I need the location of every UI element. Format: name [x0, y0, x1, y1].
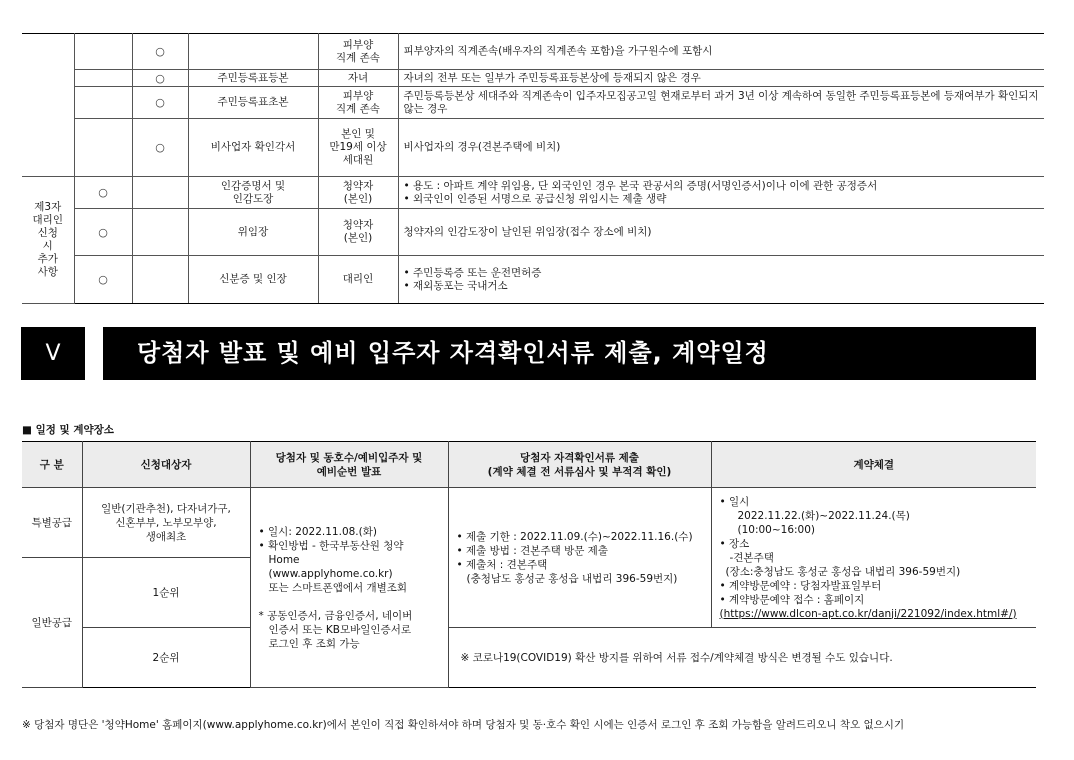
submit-address: (충청남도 홍성군 홍성읍 내법리 396-59번지) — [466, 572, 678, 585]
doc-target: 피부양 직계 존속 — [318, 34, 398, 70]
announce-cell — [250, 488, 448, 688]
note-bullet: • 용도 : 아파트 계약 위임용, 단 외국인인 경우 본국 관공서의 증명(서명인증서)이나 이에 관한 공정증서 — [403, 179, 878, 192]
table-row — [22, 34, 1044, 70]
table-row — [22, 70, 1044, 87]
header-target: 신청대상자 — [82, 442, 250, 488]
note-bullet: • 재외동포는 국내거소 — [403, 279, 508, 292]
table-header-row — [22, 442, 1036, 488]
contract-reserve: • 계약방문예약 : 당첨자발표일부터 — [719, 579, 882, 592]
doc-note: 비사업자의 경우(견본주택에 비치) — [398, 119, 1044, 177]
submit-method: • 제출 방법 : 견본주택 방문 제출 — [456, 544, 608, 557]
announce-method: • 확인방법 - 한국부동산원 청약 — [258, 539, 404, 552]
submit-place: • 제출처 : 견본주택 — [456, 558, 548, 571]
required-mark: ○ — [74, 256, 132, 304]
table-row — [22, 488, 1036, 558]
contract-cell — [711, 488, 1036, 628]
doc-name: 인감증명서 및 인감도장 — [188, 177, 318, 209]
document-requirements-table — [22, 33, 1044, 304]
doc-target: 피부양 직계 존속 — [318, 87, 398, 119]
table-row — [22, 87, 1044, 119]
required-mark: ○ — [74, 209, 132, 256]
announce-date: • 일시: 2022.11.08.(화) — [258, 525, 377, 538]
announce-note: * 공동인증서, 금융인증서, 네이버 — [258, 609, 413, 622]
contract-url-link[interactable]: (https://www.dlcon-apt.co.kr/danji/221092/index.html#/) — [719, 607, 1017, 620]
required-mark: ○ — [132, 34, 188, 70]
special-targets: 일반(기관추천), 다자녀가구, 신혼부부, 노부모부양, 생애최초 — [82, 488, 250, 558]
doc-name: 신분증 및 인장 — [188, 256, 318, 304]
doc-note: 청약자의 인감도장이 날인된 위임장(접수 장소에 비치) — [398, 209, 1044, 256]
announce-url: (www.applyhome.co.kr) — [268, 567, 393, 580]
doc-note: 피부양자의 직계존속(배우자의 직계존속 포함)을 가구원수에 포함시 — [398, 34, 1044, 70]
required-mark: ○ — [132, 70, 188, 87]
doc-note — [398, 256, 1044, 304]
sub-heading: ■ 일정 및 계약장소 — [22, 424, 114, 436]
contract-place: -견본주택 — [729, 551, 774, 564]
submit-cell — [448, 488, 711, 628]
doc-name: 비사업자 확인각서 — [188, 119, 318, 177]
doc-target: 청약자 (본인) — [318, 209, 398, 256]
contract-place-label: • 장소 — [719, 537, 750, 550]
submit-period: • 제출 기한 : 2022.11.09.(수)~2022.11.16.(수) — [456, 530, 693, 543]
header-submit: 당첨자 자격확인서류 제출 (계약 체결 전 서류심사 및 부적격 확인) — [448, 442, 711, 488]
announce-note-2: 인증서 또는 KB모바일인증서로 — [268, 623, 411, 636]
contract-date-label: • 일시 — [719, 495, 750, 508]
rank-2: 2순위 — [82, 628, 250, 688]
contract-address: (장소:충청남도 홍성군 홍성읍 내법리 396-59번지) — [725, 565, 961, 578]
section-number: V — [21, 327, 85, 380]
contract-reserve-via: • 계약방문예약 접수 : 홈페이지 — [719, 593, 865, 606]
announce-method-2: Home — [268, 553, 300, 566]
doc-target: 자녀 — [318, 70, 398, 87]
contract-time: (10:00~16:00) — [737, 523, 816, 536]
header-announce: 당첨자 및 동호수/예비입주자 및 예비순번 발표 — [250, 442, 448, 488]
table-row — [22, 119, 1044, 177]
doc-name: 위임장 — [188, 209, 318, 256]
table-row — [22, 209, 1044, 256]
doc-name: 주민등록표초본 — [188, 87, 318, 119]
schedule-table — [22, 441, 1036, 688]
doc-note: 자녀의 전부 또는 일부가 주민등록표등본상에 등재되지 않은 경우 — [398, 70, 1044, 87]
footnote: ※ 당첨자 명단은 '청약Home' 홈페이지(www.applyhome.co.kr)에서 본인이 직접 확인하셔야 하며 당첨자 및 동·호수 확인 시에는 인증서 로그인 후 조회 가능함을 알려드리오니 착오 없으시기 — [22, 719, 905, 731]
header-contract: 계약체결 — [711, 442, 1036, 488]
table-row — [22, 177, 1044, 209]
note-bullet: • 주민등록증 또는 운전면허증 — [403, 266, 542, 279]
table-row — [22, 256, 1044, 304]
doc-target: 청약자 (본인) — [318, 177, 398, 209]
table-row — [22, 628, 1036, 688]
doc-name — [188, 34, 318, 70]
note-bullet: • 외국인이 인증된 서명으로 공급신청 위임시는 제출 생략 — [403, 192, 667, 205]
doc-target: 대리인 — [318, 256, 398, 304]
doc-name: 주민등록표등본 — [188, 70, 318, 87]
header-category: 구 분 — [22, 442, 82, 488]
announce-method-4: 또는 스마트폰앱에서 개별조회 — [268, 581, 408, 594]
doc-note — [398, 177, 1044, 209]
category-special: 특별공급 — [22, 488, 82, 558]
doc-note: 주민등록등본상 세대주와 직계존속이 입주자모집공고일 현재로부터 과거 3년 이상 계속하여 동일한 주민등록표등본에 등재여부가 확인되지 않는 경우 — [398, 87, 1044, 119]
contract-date: 2022.11.22.(화)~2022.11.24.(목) — [737, 509, 910, 522]
category-general: 일반공급 — [22, 558, 82, 688]
proxy-group-label: 제3자 대리인 신청 시 추가 사항 — [22, 177, 74, 304]
rank-1: 1순위 — [82, 558, 250, 628]
doc-target: 본인 및 만19세 이상 세대원 — [318, 119, 398, 177]
required-mark: ○ — [74, 177, 132, 209]
covid-note: ※ 코로나19(COVID19) 확산 방지를 위하여 서류 접수/계약체결 방식은 변경될 수도 있습니다. — [448, 628, 1036, 688]
required-mark: ○ — [132, 119, 188, 177]
announce-note-3: 로그인 후 조회 가능 — [268, 637, 360, 650]
section-title: 당첨자 발표 및 예비 입주자 자격확인서류 제출, 계약일정 — [103, 327, 1036, 380]
required-mark: ○ — [132, 87, 188, 119]
